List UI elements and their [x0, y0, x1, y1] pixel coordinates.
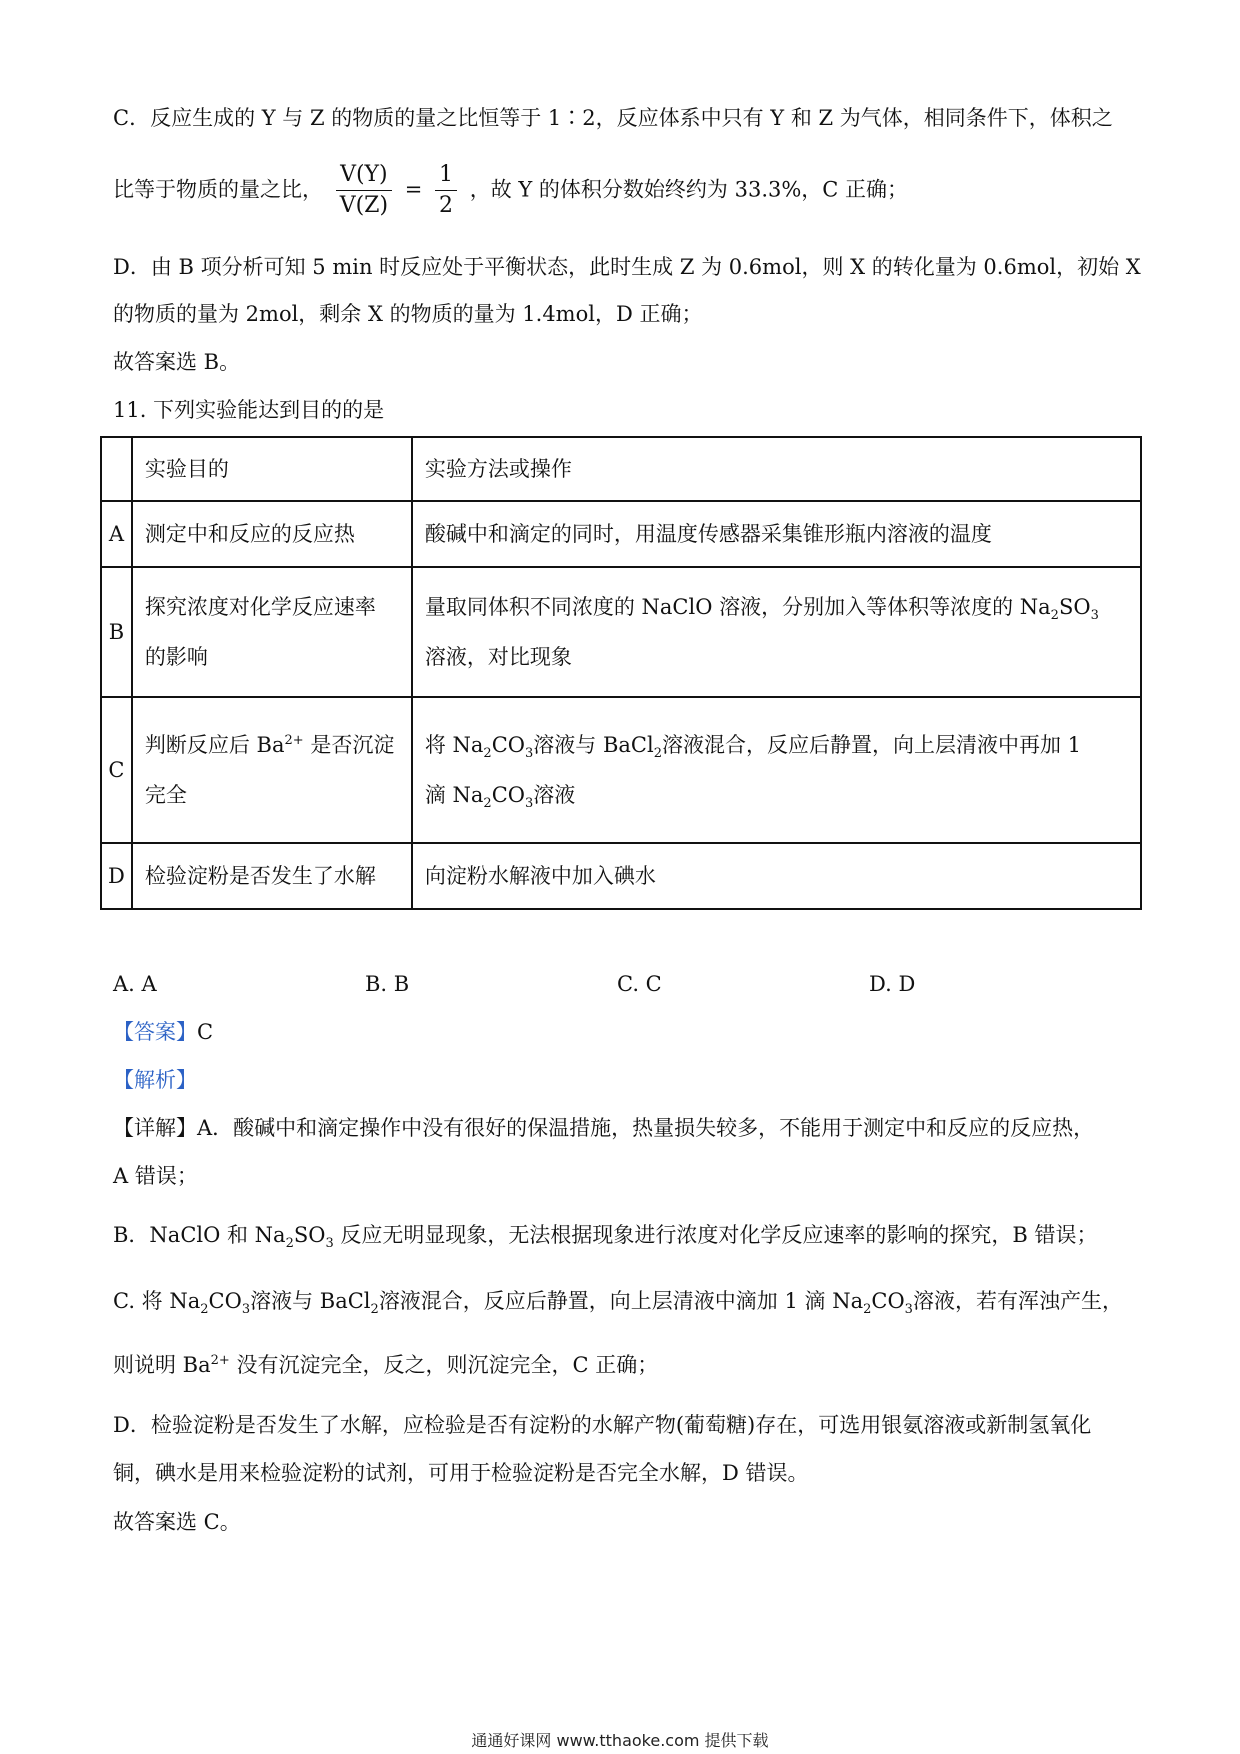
option-d: D. D [869, 972, 916, 996]
header-key-cell [101, 437, 132, 501]
row-goal-line2: 的影响 [144, 645, 208, 669]
table-row [101, 697, 1141, 843]
row-method-line2: 溶液，对比现象 [424, 645, 572, 669]
header-goal-cell: 实验目的 [132, 437, 412, 501]
table-header-row [101, 437, 1141, 501]
detail-d-line2: 铜，碘水是用来检验淀粉的试剂，可用于检验淀粉是否完全水解，D 错误。 [113, 1461, 809, 1485]
row-key: B [101, 567, 132, 697]
row-key: A [101, 501, 132, 567]
ratio-fraction [435, 162, 457, 220]
equals-sign: = [404, 177, 423, 202]
detail-c-line2: 则说明 $Ba^{2+}$ 没有沉淀完全，反之，则沉淀完全，C 正确； [113, 1353, 659, 1377]
option-a: A. A [113, 972, 157, 996]
row-goal: 测定中和反应的反应热 [132, 501, 412, 567]
detail-d-line1: D．检验淀粉是否发生了水解，应检验是否有淀粉的水解产物(葡萄糖)存在，可选用银氨溶液或新制氢氧化 [113, 1413, 1092, 1437]
row-goal [132, 567, 412, 697]
fraction-denominator: V(Z) [339, 193, 389, 219]
header-method-cell: 实验方法或操作 [412, 437, 1141, 501]
solution-c-line2-suffix: ，故 Y 的体积分数始终约为 33.3%，C 正确； [469, 177, 909, 202]
volume-fraction [336, 162, 392, 220]
option-b: B. B [365, 972, 410, 996]
solution-d-line1: D．由 B 项分析可知 5 min 时反应处于平衡状态，此时生成 Z 为 0.6mol，则 X 的转化量为 0.6mol，初始 X [113, 255, 1141, 279]
row-goal-line1: 探究浓度对化学反应速率 [144, 594, 376, 619]
solution-c-line2 [113, 162, 908, 220]
detail-a-line2: A 错误； [113, 1164, 198, 1188]
fraction-numerator: V(Y) [336, 162, 392, 191]
answer-line [113, 1020, 213, 1045]
solution-c-line2-prefix: 比等于物质的量之比， [113, 177, 323, 202]
table-row [101, 567, 1141, 697]
row-goal: 检验淀粉是否发生了水解 [132, 843, 412, 909]
row-goal-line1: 判断反应后 $Ba^{2+}$ 是否沉淀 [144, 732, 395, 757]
answer-value: C [197, 1020, 214, 1044]
option-c: C. C [617, 972, 662, 996]
fraction-numerator: 1 [435, 162, 457, 191]
solution-d-line2: 的物质的量为 2mol，剩余 X 的物质的量为 1.4mol，D 正确； [113, 302, 703, 326]
row-method: 酸碱中和滴定的同时，用温度传感器采集锥形瓶内溶液的温度 [412, 501, 1141, 567]
fraction-denominator: 2 [439, 193, 454, 219]
question-stem: 11. 下列实验能达到目的的是 [113, 398, 385, 422]
detail-c-line1: C. 将 $Na_2CO_3$溶液与 BaCl$_2$溶液混合，反应后静置，向上层清液中滴加 1 滴 $Na_2CO_3$溶液，若有浑浊产生， [113, 1289, 1123, 1318]
row-method: 向淀粉水解液中加入碘水 [412, 843, 1141, 909]
row-method-line1: 量取同体积不同浓度的 NaClO 溶液，分别加入等体积等浓度的 $Na_2SO_3$ [424, 594, 1099, 623]
row-goal [132, 697, 412, 843]
row-method [412, 567, 1141, 697]
experiment-table [100, 436, 1142, 910]
page-footer: 通通好课网 www.tthaoke.com 提供下载 [471, 1731, 769, 1750]
detail-final-answer: 故答案选 C。 [113, 1510, 241, 1534]
table-row [101, 843, 1141, 909]
table-row [101, 501, 1141, 567]
detail-a-line1: 【详解】A．酸碱中和滴定操作中没有很好的保温措施，热量损失较多，不能用于测定中和反应的反应热， [113, 1116, 1095, 1140]
row-key: C [101, 697, 132, 843]
row-goal-line2: 完全 [144, 783, 187, 807]
solution-answer-line: 故答案选 B。 [113, 350, 241, 374]
row-method-line1: 将 $Na_2CO_3$溶液与 BaCl$_2$溶液混合，反应后静置，向上层清液中再加 1 [424, 732, 1082, 761]
row-method-line2: 滴 $Na_2CO_3$溶液 [424, 783, 576, 812]
row-key: D [101, 843, 132, 909]
row-method [412, 697, 1141, 843]
solution-c-line1: C．反应生成的 Y 与 Z 的物质的量之比恒等于 1∶2，反应体系中只有 Y 和 Z 为气体，相同条件下，体积之 [113, 106, 1113, 130]
analysis-label: 【解析】 [113, 1068, 197, 1092]
answer-label: 【答案】 [113, 1020, 197, 1044]
detail-b-line: B．NaClO 和 $Na_2SO_3$ 反应无明显现象，无法根据现象进行浓度对化学反应速率的影响的探究，B 错误； [113, 1223, 1098, 1252]
